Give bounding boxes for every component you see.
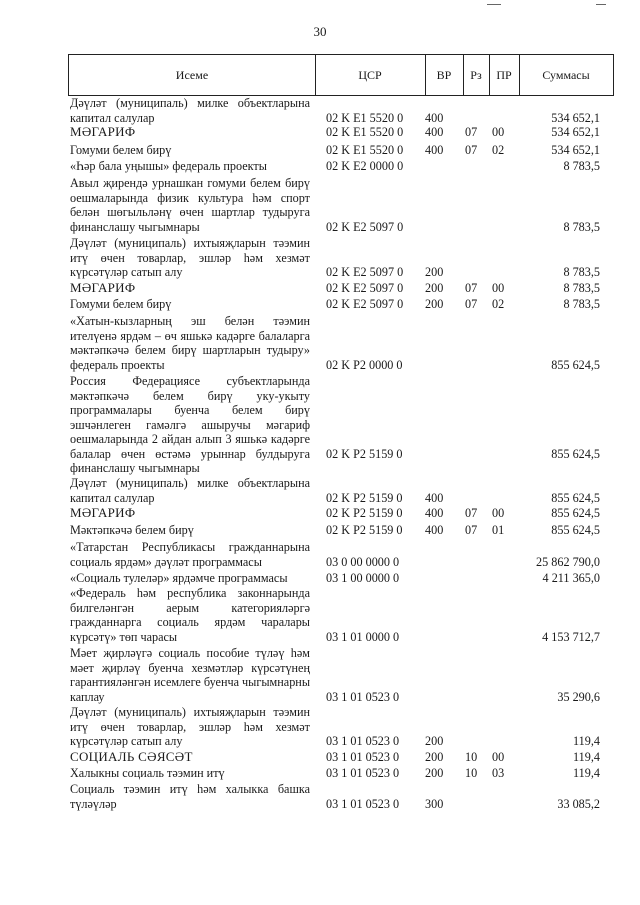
row-rz: 10 [465,750,478,764]
row-csr: 02 K P2 5159 0 [326,523,403,537]
row-csr: 02 K P2 0000 0 [326,357,403,372]
row-csr: 02 K P2 5159 0 [326,490,403,505]
row-rz: 07 [465,281,478,295]
row-rz: 07 [465,523,478,537]
row-sum: 8 783,5 [563,159,600,173]
row-pr: 00 [492,750,505,764]
row-name: «Татарстан Республикасы гражданнарына социаль ярдәм» дәүләт программасы [70,540,310,569]
column-header-name: Исеме [69,55,316,95]
row-csr: 02 K P2 5159 0 [326,506,403,520]
row-name: «Социаль тулеләр» ярдәмче программасы [70,571,288,585]
row-csr: 03 1 01 0523 0 [326,689,400,704]
row-sum: 8 783,5 [563,219,600,234]
row-name: «Федераль һәм республика законнарында билгеләнгән аерым категорияләргә гражданнарга социаль ярдәм чаралары күрсәтү» төп чарасы [70,586,310,644]
row-name: Гомуми белем бирү [70,143,172,157]
row-vr: 400 [425,110,444,125]
row-vr: 200 [425,265,444,279]
row-name: МӘГАРИФ [70,280,136,295]
row-sum: 8 783,5 [563,265,600,279]
row-csr: 03 0 00 0000 0 [326,554,400,569]
column-header-sum: Суммасы [542,68,590,82]
row-csr: 03 1 01 0523 0 [326,750,400,764]
scan-artifact [596,4,606,5]
row-vr: 200 [425,297,444,311]
row-sum: 35 290,6 [557,689,600,704]
column-header-pr: ПР [489,55,520,95]
row-sum: 855 624,5 [551,506,600,520]
row-sum: 25 862 790,0 [536,554,600,569]
row-csr: 03 1 01 0523 0 [326,734,400,748]
row-rz: 07 [465,125,478,139]
row-pr: 00 [492,281,505,295]
row-sum: 33 085,2 [557,796,600,811]
row-csr: 02 K E1 5520 0 [326,143,404,157]
row-pr: 01 [492,523,505,537]
row-csr: 03 1 00 0000 0 [326,571,400,585]
row-rz: 10 [465,766,478,780]
row-sum: 8 783,5 [563,281,600,295]
row-csr: 02 K E2 5097 0 [326,281,404,295]
row-sum: 8 783,5 [563,297,600,311]
row-sum: 855 624,5 [551,490,600,505]
row-vr: 300 [425,796,444,811]
row-sum: 119,4 [573,750,600,764]
row-sum: 534 652,1 [551,110,600,125]
row-sum: 119,4 [573,766,600,780]
row-sum: 855 624,5 [551,446,600,461]
row-pr: 02 [492,297,505,311]
row-name: Россия Федерациясе субъектларында мәктәпкәчә белем бирү уку-укыту программалары буенча белем бирү эшчәнлеген гамәлгә ашыручы мәгариф оешмаларында 2 айдан алып 3 яшькә кадәрге балалар өчен өстәмә урыннар булдыруга финанслашу чыгымнары [70,374,310,475]
row-csr: 02 K E1 5520 0 [326,110,404,125]
row-sum: 855 624,5 [551,357,600,372]
row-pr: 03 [492,766,505,780]
column-header-csr: ЦСР [315,55,426,95]
row-name: Халыкны социаль тәэмин итү [70,766,225,780]
row-name: Дәүләт (муниципаль) милке объектларына капитал салулар [70,476,310,505]
row-pr: 00 [492,506,505,520]
row-name: Дәүләт (муниципаль) ихтыяҗларын тәэмин итү өчен товарлар, эшләр һәм хезмәт күрсәтүләр сатып алу [70,236,310,279]
row-csr: 02 K P2 5159 0 [326,446,403,461]
row-sum: 534 652,1 [551,125,600,139]
row-name: Мәет җирләүгә социаль пособие түләү һәм мәет җирләү буенча хезмәтләр күрсәтүнең гарантияләнгән исемлеге буенча чыгымнарны каплау [70,646,311,704]
row-name: Гомуми белем бирү [70,297,172,311]
row-csr: 02 K E2 5097 0 [326,219,404,234]
row-name: Авыл җирендә урнашкан гомуми белем бирү оешмаларында физик культура һәм спорт белән шөгыльләнү өчен шартлар тудыруга финанслашу чыгымнары [70,176,310,234]
row-csr: 03 1 01 0523 0 [326,766,400,780]
row-name: МӘГАРИФ [70,505,136,520]
row-vr: 200 [425,281,444,295]
row-rz: 07 [465,143,478,157]
row-sum: 119,4 [573,734,600,748]
row-vr: 400 [425,125,444,139]
scan-artifact [487,4,501,5]
row-sum: 534 652,1 [551,143,600,157]
row-vr: 200 [425,750,444,764]
row-csr: 03 1 01 0523 0 [326,796,400,811]
row-vr: 200 [425,734,444,748]
row-csr: 02 K E2 5097 0 [326,297,404,311]
row-pr: 00 [492,125,505,139]
row-rz: 07 [465,506,478,520]
row-sum: 4 153 712,7 [542,629,600,644]
row-name: Мәктәпкәчә белем бирү [70,523,194,537]
row-name: «Хатын-кызларның эш белән тәэмин ителүенә ярдәм – өч яшькә кадәрге балаларга мәктәпкәчә белем бирү шартларын тудыру» федераль проекты [70,314,310,372]
row-csr: 02 K E1 5520 0 [326,125,404,139]
row-csr: 03 1 01 0000 0 [326,629,400,644]
row-vr: 400 [425,506,444,520]
row-vr: 400 [425,490,444,505]
row-vr: 400 [425,523,444,537]
row-csr: 02 K E2 5097 0 [326,265,404,279]
row-pr: 02 [492,143,505,157]
row-name: МӘГАРИФ [70,124,136,139]
row-name: СОЦИАЛЬ СӘЯСӘТ [70,749,193,764]
column-header-vr: ВР [425,55,464,95]
page-number: 30 [313,24,327,39]
column-header-rz: Рз [463,55,490,95]
row-rz: 07 [465,297,478,311]
row-vr: 200 [425,766,444,780]
row-sum: 855 624,5 [551,523,600,537]
table-header [68,54,614,96]
row-csr: 02 K E2 0000 0 [326,159,404,173]
row-name: «Һәр бала уңышы» федераль проекты [70,159,267,173]
row-name: Дәүләт (муниципаль) ихтыяҗларын тәэмин итү өчен товарлар, эшләр һәм хезмәт күрсәтүләр сатып алу [70,705,310,748]
row-name: Социаль тәэмин итү һәм халыкка башка түләүләр [70,782,310,811]
row-name: Дәүләт (муниципаль) милке объектларына капитал салулар [70,96,310,125]
row-vr: 400 [425,143,444,157]
row-sum: 4 211 365,0 [542,571,600,585]
